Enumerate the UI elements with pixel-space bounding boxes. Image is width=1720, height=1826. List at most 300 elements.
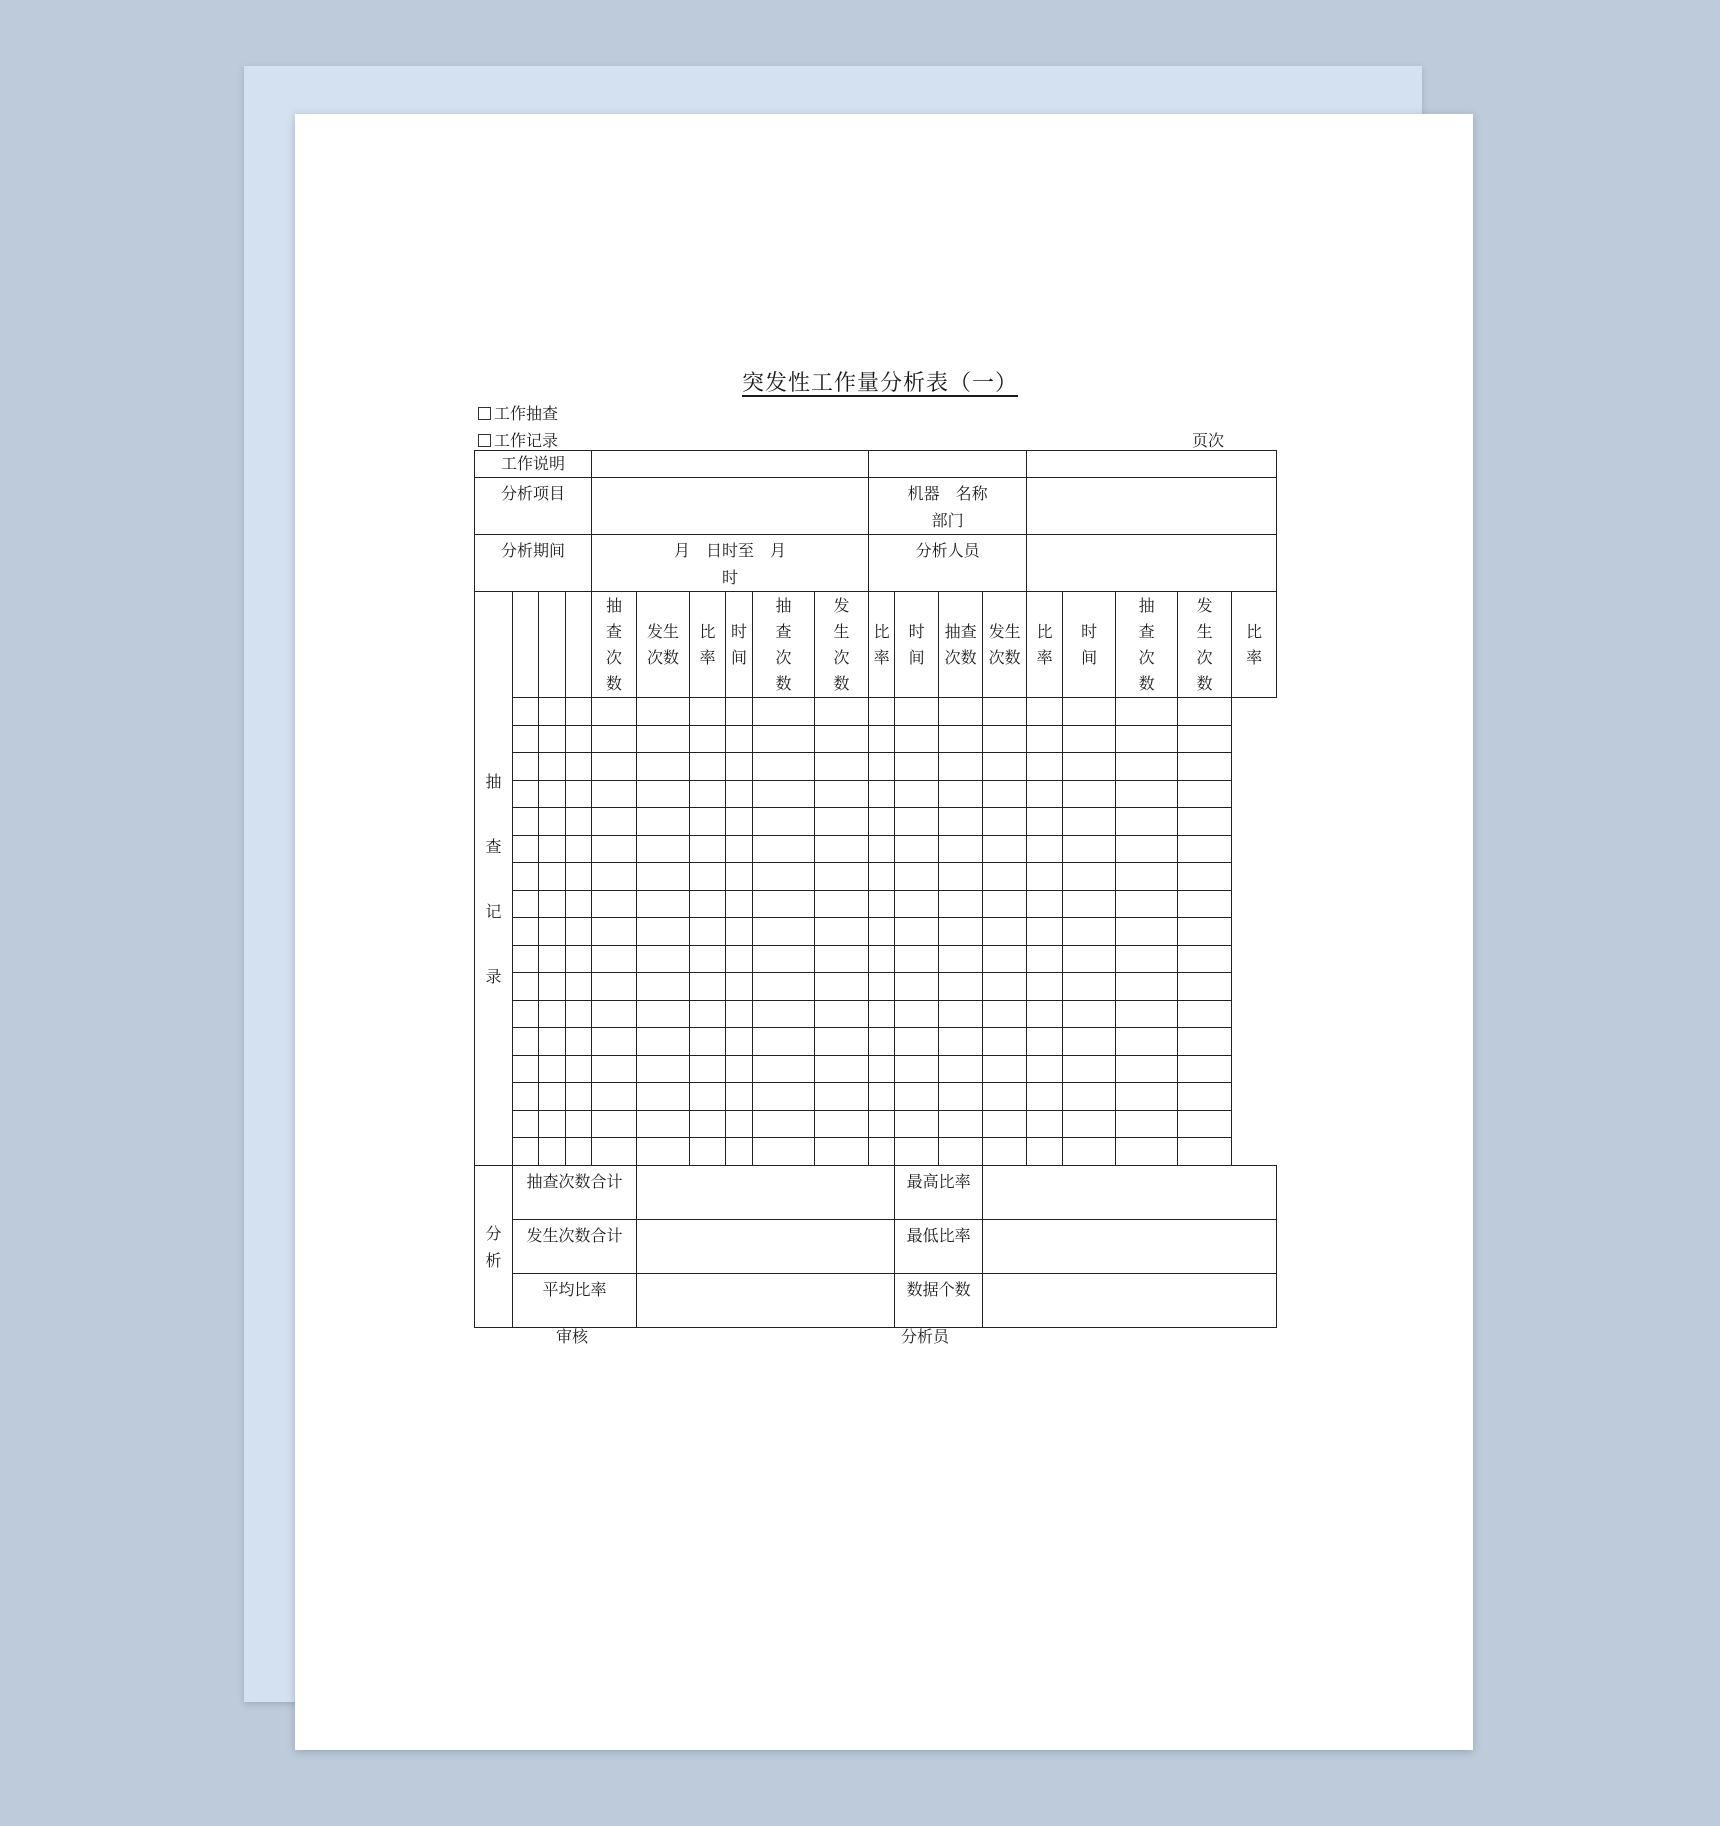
record-cell[interactable] (983, 891, 1027, 918)
record-cell[interactable] (592, 726, 637, 753)
record-cell[interactable] (869, 946, 895, 973)
record-cell[interactable] (566, 836, 592, 863)
record-cell[interactable] (690, 891, 726, 918)
record-cell[interactable] (1027, 1056, 1063, 1083)
record-row[interactable] (475, 973, 1277, 1001)
record-cell[interactable] (983, 781, 1027, 808)
record-row[interactable] (475, 1056, 1277, 1083)
record-cell[interactable] (1027, 973, 1063, 1001)
record-cell[interactable] (690, 1001, 726, 1028)
record-cell[interactable] (1178, 781, 1232, 808)
record-cell[interactable] (726, 946, 753, 973)
record-cell[interactable] (566, 1001, 592, 1028)
record-cell[interactable] (753, 808, 815, 836)
record-cell[interactable] (983, 1028, 1027, 1056)
record-cell[interactable] (983, 918, 1027, 946)
record-cell[interactable] (690, 836, 726, 863)
record-cell[interactable] (1116, 726, 1178, 753)
record-cell[interactable] (513, 753, 539, 781)
record-cell[interactable] (1027, 726, 1063, 753)
record-cell[interactable] (1178, 946, 1232, 973)
record-cell[interactable] (566, 918, 592, 946)
record-cell[interactable] (1178, 1138, 1232, 1166)
record-cell[interactable] (566, 1111, 592, 1138)
record-cell[interactable] (1027, 863, 1063, 891)
record-cell[interactable] (895, 1001, 939, 1028)
record-cell[interactable] (1063, 808, 1116, 836)
record-cell[interactable] (1027, 1028, 1063, 1056)
record-cell[interactable] (1116, 863, 1178, 891)
record-cell[interactable] (869, 726, 895, 753)
record-cell[interactable] (939, 973, 983, 1001)
record-row[interactable] (475, 918, 1277, 946)
record-cell[interactable] (869, 1001, 895, 1028)
record-cell[interactable] (869, 863, 895, 891)
record-cell[interactable] (592, 1056, 637, 1083)
record-cell[interactable] (726, 891, 753, 918)
record-cell[interactable] (592, 1001, 637, 1028)
record-cell[interactable] (637, 918, 690, 946)
record-cell[interactable] (539, 973, 566, 1001)
work-desc-field-2[interactable] (869, 451, 1027, 478)
record-cell[interactable] (939, 753, 983, 781)
record-cell[interactable] (815, 946, 869, 973)
record-cell[interactable] (726, 808, 753, 836)
record-cell[interactable] (539, 1083, 566, 1111)
record-cell[interactable] (939, 891, 983, 918)
record-cell[interactable] (895, 863, 939, 891)
record-row[interactable] (475, 891, 1277, 918)
record-cell[interactable] (1116, 1001, 1178, 1028)
record-cell[interactable] (1027, 808, 1063, 836)
record-cell[interactable] (1063, 1083, 1116, 1111)
record-cell[interactable] (513, 1056, 539, 1083)
record-cell[interactable] (869, 891, 895, 918)
record-cell[interactable] (983, 1138, 1027, 1166)
record-cell[interactable] (1116, 973, 1178, 1001)
record-cell[interactable] (637, 781, 690, 808)
record-cell[interactable] (939, 918, 983, 946)
checkbox-icon[interactable] (478, 407, 491, 420)
record-row[interactable] (475, 836, 1277, 863)
record-cell[interactable] (1027, 781, 1063, 808)
record-cell[interactable] (690, 753, 726, 781)
record-cell[interactable] (1116, 891, 1178, 918)
record-cell[interactable] (513, 863, 539, 891)
record-cell[interactable] (513, 781, 539, 808)
record-cell[interactable] (1178, 753, 1232, 781)
record-cell[interactable] (726, 836, 753, 863)
record-cell[interactable] (869, 698, 895, 726)
record-cell[interactable] (1116, 836, 1178, 863)
record-cell[interactable] (895, 836, 939, 863)
record-cell[interactable] (690, 1138, 726, 1166)
record-cell[interactable] (895, 781, 939, 808)
record-cell[interactable] (690, 698, 726, 726)
record-cell[interactable] (815, 1083, 869, 1111)
record-cell[interactable] (869, 1056, 895, 1083)
record-cell[interactable] (753, 1001, 815, 1028)
record-cell[interactable] (895, 808, 939, 836)
record-cell[interactable] (726, 726, 753, 753)
record-cell[interactable] (1063, 1028, 1116, 1056)
record-cell[interactable] (983, 836, 1027, 863)
record-cell[interactable] (592, 946, 637, 973)
record-cell[interactable] (1178, 836, 1232, 863)
record-cell[interactable] (1178, 1028, 1232, 1056)
record-cell[interactable] (815, 1056, 869, 1083)
record-cell[interactable] (1178, 1056, 1232, 1083)
record-cell[interactable] (1063, 753, 1116, 781)
record-cell[interactable] (1116, 1111, 1178, 1138)
record-cell[interactable] (869, 1111, 895, 1138)
record-cell[interactable] (983, 1111, 1027, 1138)
record-cell[interactable] (1063, 1111, 1116, 1138)
total-checks-field[interactable] (637, 1166, 895, 1220)
record-cell[interactable] (566, 808, 592, 836)
machine-department-field[interactable] (1027, 478, 1277, 535)
analyst-field[interactable] (1027, 535, 1277, 592)
record-cell[interactable] (1116, 781, 1178, 808)
record-row[interactable] (475, 946, 1277, 973)
record-cell[interactable] (566, 863, 592, 891)
total-occurrences-field[interactable] (637, 1220, 895, 1274)
record-cell[interactable] (753, 698, 815, 726)
record-cell[interactable] (726, 1111, 753, 1138)
record-cell[interactable] (726, 698, 753, 726)
record-cell[interactable] (539, 863, 566, 891)
record-cell[interactable] (690, 781, 726, 808)
record-cell[interactable] (895, 891, 939, 918)
record-cell[interactable] (513, 1028, 539, 1056)
record-row[interactable] (475, 863, 1277, 891)
record-cell[interactable] (939, 698, 983, 726)
record-cell[interactable] (566, 1138, 592, 1166)
record-cell[interactable] (939, 1028, 983, 1056)
record-cell[interactable] (1027, 891, 1063, 918)
record-cell[interactable] (1027, 836, 1063, 863)
record-cell[interactable] (815, 1001, 869, 1028)
record-cell[interactable] (539, 1001, 566, 1028)
record-cell[interactable] (566, 1056, 592, 1083)
record-cell[interactable] (753, 781, 815, 808)
checkbox-icon[interactable] (478, 434, 491, 447)
record-cell[interactable] (1178, 808, 1232, 836)
record-cell[interactable] (869, 1083, 895, 1111)
record-row[interactable] (475, 808, 1277, 836)
record-cell[interactable] (939, 1111, 983, 1138)
record-cell[interactable] (1116, 808, 1178, 836)
record-cell[interactable] (983, 698, 1027, 726)
record-cell[interactable] (1063, 973, 1116, 1001)
record-row[interactable] (475, 781, 1277, 808)
record-cell[interactable] (513, 698, 539, 726)
record-cell[interactable] (753, 863, 815, 891)
record-cell[interactable] (939, 781, 983, 808)
record-cell[interactable] (939, 946, 983, 973)
record-cell[interactable] (1027, 698, 1063, 726)
record-cell[interactable] (637, 698, 690, 726)
record-cell[interactable] (983, 863, 1027, 891)
record-cell[interactable] (513, 1138, 539, 1166)
record-cell[interactable] (869, 973, 895, 1001)
record-cell[interactable] (895, 946, 939, 973)
record-cell[interactable] (690, 973, 726, 1001)
record-cell[interactable] (539, 946, 566, 973)
record-cell[interactable] (539, 836, 566, 863)
record-cell[interactable] (566, 973, 592, 1001)
record-cell[interactable] (1063, 918, 1116, 946)
record-cell[interactable] (637, 946, 690, 973)
record-cell[interactable] (1063, 726, 1116, 753)
record-cell[interactable] (513, 1083, 539, 1111)
record-cell[interactable] (539, 808, 566, 836)
avg-ratio-field[interactable] (637, 1274, 895, 1328)
record-cell[interactable] (592, 781, 637, 808)
record-row[interactable] (475, 1001, 1277, 1028)
record-cell[interactable] (983, 753, 1027, 781)
record-cell[interactable] (690, 918, 726, 946)
record-cell[interactable] (592, 918, 637, 946)
record-cell[interactable] (513, 1001, 539, 1028)
record-cell[interactable] (726, 781, 753, 808)
record-cell[interactable] (1178, 698, 1232, 726)
record-cell[interactable] (815, 781, 869, 808)
record-cell[interactable] (815, 1028, 869, 1056)
record-cell[interactable] (726, 1138, 753, 1166)
record-cell[interactable] (539, 1028, 566, 1056)
record-cell[interactable] (869, 1138, 895, 1166)
record-cell[interactable] (539, 918, 566, 946)
record-cell[interactable] (1178, 891, 1232, 918)
record-cell[interactable] (1027, 1083, 1063, 1111)
record-cell[interactable] (1178, 726, 1232, 753)
record-cell[interactable] (1027, 1111, 1063, 1138)
record-cell[interactable] (895, 726, 939, 753)
record-cell[interactable] (869, 753, 895, 781)
record-cell[interactable] (1116, 946, 1178, 973)
record-cell[interactable] (753, 753, 815, 781)
record-cell[interactable] (939, 863, 983, 891)
record-cell[interactable] (983, 1001, 1027, 1028)
record-cell[interactable] (637, 726, 690, 753)
record-cell[interactable] (1063, 1056, 1116, 1083)
record-cell[interactable] (815, 1138, 869, 1166)
record-cell[interactable] (637, 753, 690, 781)
record-cell[interactable] (1027, 946, 1063, 973)
record-cell[interactable] (592, 808, 637, 836)
record-cell[interactable] (815, 726, 869, 753)
record-cell[interactable] (869, 1028, 895, 1056)
record-cell[interactable] (726, 863, 753, 891)
record-cell[interactable] (1116, 1083, 1178, 1111)
record-cell[interactable] (637, 1111, 690, 1138)
record-cell[interactable] (753, 1111, 815, 1138)
record-cell[interactable] (690, 863, 726, 891)
record-cell[interactable] (753, 891, 815, 918)
record-cell[interactable] (895, 1056, 939, 1083)
record-cell[interactable] (1178, 863, 1232, 891)
record-cell[interactable] (513, 918, 539, 946)
record-cell[interactable] (895, 698, 939, 726)
record-cell[interactable] (983, 946, 1027, 973)
record-cell[interactable] (726, 1083, 753, 1111)
record-cell[interactable] (753, 836, 815, 863)
record-cell[interactable] (539, 1138, 566, 1166)
period-field[interactable] (592, 535, 869, 592)
record-cell[interactable] (726, 1056, 753, 1083)
record-cell[interactable] (939, 1056, 983, 1083)
record-cell[interactable] (592, 891, 637, 918)
record-cell[interactable] (637, 1001, 690, 1028)
checkbox-work-inspection[interactable] (478, 401, 558, 424)
record-cell[interactable] (939, 1138, 983, 1166)
record-cell[interactable] (592, 836, 637, 863)
record-row[interactable] (475, 726, 1277, 753)
record-cell[interactable] (513, 836, 539, 863)
record-cell[interactable] (869, 781, 895, 808)
record-cell[interactable] (753, 1138, 815, 1166)
record-cell[interactable] (939, 726, 983, 753)
record-cell[interactable] (513, 808, 539, 836)
record-row[interactable] (475, 1111, 1277, 1138)
record-cell[interactable] (753, 918, 815, 946)
record-cell[interactable] (1116, 918, 1178, 946)
record-cell[interactable] (983, 808, 1027, 836)
record-cell[interactable] (1116, 1028, 1178, 1056)
record-cell[interactable] (637, 1138, 690, 1166)
record-cell[interactable] (1116, 753, 1178, 781)
record-cell[interactable] (939, 836, 983, 863)
record-cell[interactable] (1027, 1001, 1063, 1028)
record-cell[interactable] (1178, 1083, 1232, 1111)
record-cell[interactable] (566, 753, 592, 781)
record-cell[interactable] (592, 863, 637, 891)
record-cell[interactable] (1063, 836, 1116, 863)
record-cell[interactable] (726, 973, 753, 1001)
record-cell[interactable] (592, 1028, 637, 1056)
record-cell[interactable] (939, 1001, 983, 1028)
work-desc-field[interactable] (592, 451, 869, 478)
record-cell[interactable] (895, 1028, 939, 1056)
record-cell[interactable] (592, 1138, 637, 1166)
record-cell[interactable] (753, 946, 815, 973)
record-cell[interactable] (815, 698, 869, 726)
record-cell[interactable] (592, 1111, 637, 1138)
record-cell[interactable] (513, 726, 539, 753)
record-cell[interactable] (753, 1083, 815, 1111)
record-cell[interactable] (1063, 1138, 1116, 1166)
record-cell[interactable] (592, 698, 637, 726)
record-cell[interactable] (690, 726, 726, 753)
record-cell[interactable] (815, 836, 869, 863)
record-cell[interactable] (815, 753, 869, 781)
record-row[interactable] (475, 1028, 1277, 1056)
record-cell[interactable] (983, 1056, 1027, 1083)
record-cell[interactable] (726, 1028, 753, 1056)
record-row[interactable] (475, 1138, 1277, 1166)
max-ratio-field[interactable] (983, 1166, 1277, 1220)
record-cell[interactable] (1063, 781, 1116, 808)
record-cell[interactable] (726, 1001, 753, 1028)
record-cell[interactable] (815, 973, 869, 1001)
record-cell[interactable] (566, 1083, 592, 1111)
record-cell[interactable] (637, 1083, 690, 1111)
record-cell[interactable] (637, 836, 690, 863)
checkbox-work-record[interactable] (478, 428, 558, 451)
min-ratio-field[interactable] (983, 1220, 1277, 1274)
record-cell[interactable] (539, 698, 566, 726)
record-row[interactable] (475, 753, 1277, 781)
record-cell[interactable] (726, 753, 753, 781)
record-cell[interactable] (869, 918, 895, 946)
record-cell[interactable] (983, 973, 1027, 1001)
record-cell[interactable] (1027, 753, 1063, 781)
record-cell[interactable] (566, 781, 592, 808)
record-cell[interactable] (895, 918, 939, 946)
record-cell[interactable] (939, 1083, 983, 1111)
record-cell[interactable] (637, 863, 690, 891)
record-cell[interactable] (566, 726, 592, 753)
record-cell[interactable] (637, 891, 690, 918)
record-cell[interactable] (539, 726, 566, 753)
record-cell[interactable] (895, 1083, 939, 1111)
record-row[interactable] (475, 698, 1277, 726)
record-cell[interactable] (1178, 1001, 1232, 1028)
record-cell[interactable] (983, 1083, 1027, 1111)
work-desc-field-3[interactable] (1027, 451, 1277, 478)
record-cell[interactable] (1063, 891, 1116, 918)
record-cell[interactable] (815, 863, 869, 891)
record-cell[interactable] (753, 1056, 815, 1083)
record-cell[interactable] (637, 1056, 690, 1083)
record-cell[interactable] (513, 946, 539, 973)
record-cell[interactable] (513, 891, 539, 918)
record-cell[interactable] (690, 946, 726, 973)
record-cell[interactable] (566, 1028, 592, 1056)
record-cell[interactable] (513, 973, 539, 1001)
record-cell[interactable] (815, 1111, 869, 1138)
record-cell[interactable] (895, 753, 939, 781)
record-cell[interactable] (566, 698, 592, 726)
record-cell[interactable] (592, 753, 637, 781)
record-cell[interactable] (690, 1111, 726, 1138)
record-cell[interactable] (869, 836, 895, 863)
record-cell[interactable] (1178, 973, 1232, 1001)
record-cell[interactable] (869, 808, 895, 836)
record-cell[interactable] (592, 1083, 637, 1111)
record-cell[interactable] (1178, 918, 1232, 946)
analysis-item-field[interactable] (592, 478, 869, 535)
record-cell[interactable] (539, 1056, 566, 1083)
record-cell[interactable] (1116, 1138, 1178, 1166)
record-cell[interactable] (637, 973, 690, 1001)
record-cell[interactable] (1116, 1056, 1178, 1083)
record-cell[interactable] (895, 1138, 939, 1166)
record-cell[interactable] (592, 973, 637, 1001)
data-count-field[interactable] (983, 1274, 1277, 1328)
record-cell[interactable] (566, 946, 592, 973)
record-cell[interactable] (690, 1028, 726, 1056)
record-cell[interactable] (539, 753, 566, 781)
record-cell[interactable] (815, 808, 869, 836)
record-cell[interactable] (539, 891, 566, 918)
record-cell[interactable] (726, 918, 753, 946)
record-row[interactable] (475, 1083, 1277, 1111)
record-cell[interactable] (895, 973, 939, 1001)
record-cell[interactable] (539, 781, 566, 808)
record-cell[interactable] (637, 1028, 690, 1056)
